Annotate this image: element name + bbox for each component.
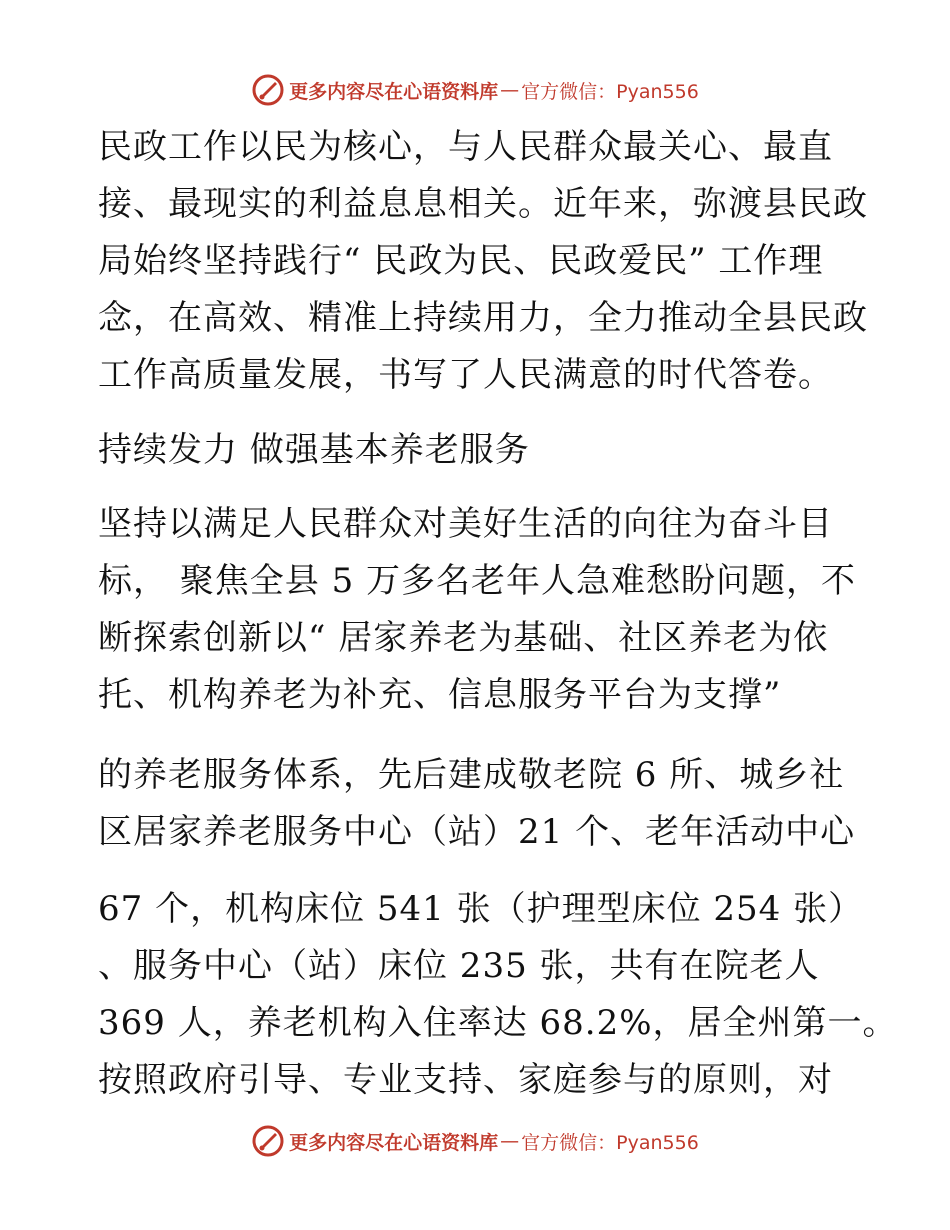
watermark-footer <box>0 1121 950 1161</box>
watermark-site-text: 更多内容尽在心语资料库 <box>289 80 499 103</box>
watermark-wechat-text: 官方微信：Pyan556 <box>521 1131 699 1154</box>
text-line: 67 个，机构床位 541 张（护理型床位 254 张） <box>98 889 864 929</box>
text-line: 369 人，养老机构入住率达 68.2%，居全州第一。 <box>98 1003 898 1043</box>
text-line: 念，在高效、精准上持续用力，全力推动全县民政 <box>98 298 868 338</box>
section-heading: 持续发力 做强基本养老服务 <box>98 430 530 470</box>
text-line: 的养老服务体系，先后建成敬老院 6 所、城乡社 <box>98 755 845 795</box>
text-line: 、服务中心（站）床位 235 张，共有在院老人 <box>98 946 820 986</box>
text-line: 工作高质量发展，书写了人民满意的时代答卷。 <box>98 355 833 395</box>
text-line: 局始终坚持践行“ 民政为民、民政爱民” 工作理 <box>98 241 824 281</box>
text-line: 托、机构养老为补充、信息服务平台为支撑” <box>98 675 782 715</box>
watermark-wechat-text: 官方微信：Pyan556 <box>521 80 699 103</box>
watermark-dash: — <box>500 79 520 101</box>
text-line: 接、最现实的利益息息相关。近年来，弥渡县民政 <box>98 184 868 224</box>
brand-logo-icon <box>251 1124 285 1158</box>
watermark-site-text: 更多内容尽在心语资料库 <box>289 1131 499 1154</box>
brand-logo-icon <box>251 73 285 107</box>
text-line: 断探索创新以“ 居家养老为基础、社区养老为依 <box>98 618 829 658</box>
text-line: 按照政府引导、专业支持、家庭参与的原则，对 <box>98 1060 833 1100</box>
watermark-dash: — <box>500 1130 520 1152</box>
watermark-header <box>0 70 950 110</box>
text-line: 标， 聚焦全县 5 万多名老年人急难愁盼问题，不 <box>98 561 857 601</box>
text-line: 民政工作以民为核心，与人民群众最关心、最直 <box>98 127 833 167</box>
text-line: 坚持以满足人民群众对美好生活的向往为奋斗目 <box>98 504 833 544</box>
text-line: 区居家养老服务中心（站）21 个、老年活动中心 <box>98 812 856 852</box>
